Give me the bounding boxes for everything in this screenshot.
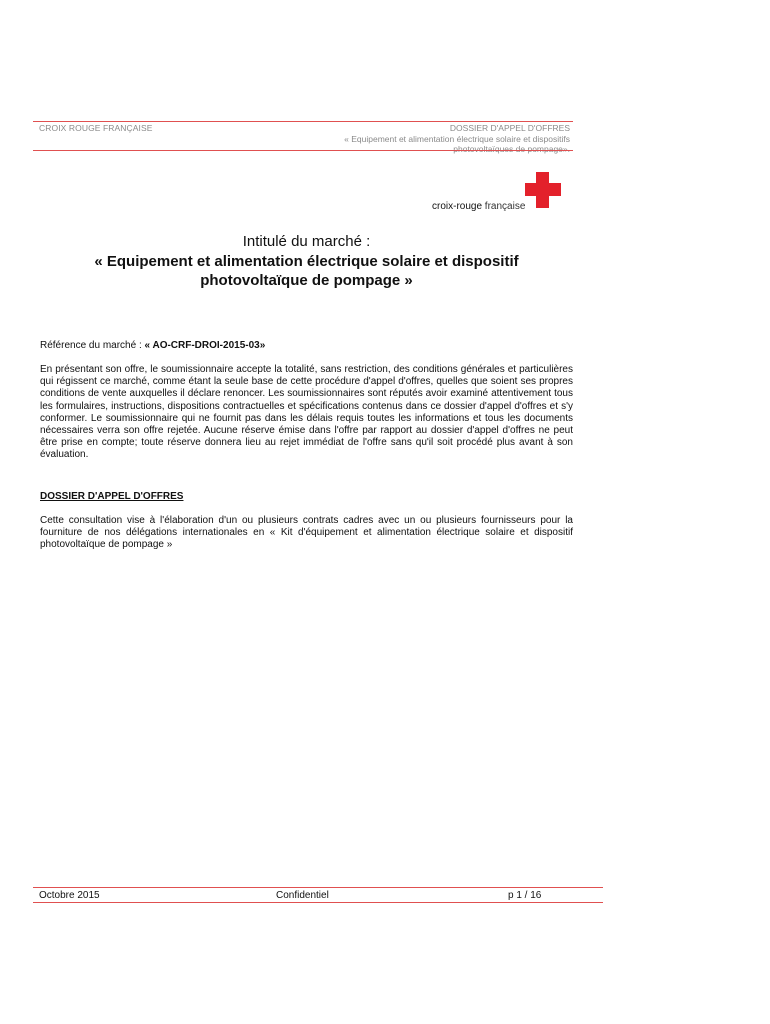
logo-wordmark-light: française	[482, 201, 526, 212]
header-org-name: CROIX ROUGE FRANÇAISE	[39, 123, 153, 133]
footer-page-number: p 1 / 16	[508, 890, 542, 901]
market-title-intro: Intitulé du marché :	[242, 233, 371, 250]
market-reference-value: « AO-CRF-DROI-2015-03»	[144, 340, 266, 351]
header-rule-top	[33, 121, 573, 122]
consultation-paragraph: Cette consultation vise à l'élaboration d'un ou plusieurs contrats cadres avec un ou plusieurs fournisseurs pour la fourniture de nos délégations internationales en « Kit d'équipement et alimentation électrique solaire et dispositif photovoltaïque de pompage »	[40, 515, 573, 551]
logo-wordmark-bold: croix-rouge	[432, 201, 483, 212]
logo-wordmark	[432, 201, 525, 212]
market-reference	[40, 340, 265, 351]
header-subject-line1: « Equipement et alimentation électrique solaire et dispositifs	[344, 133, 570, 144]
header-rule-bottom	[33, 150, 573, 151]
conditions-paragraph: En présentant son offre, le soumissionnaire accepte la totalité, sans restriction, des conditions générales et particulières qui régissent ce marché, comme étant la seule base de cette procédure d'appel d'offres, quelles que soient ses propres conditions de vente auxquelles il déclare renoncer. Les soumissionnaires sont réputés avoir examiné attentivement tous les formulaires, instructions, dispositions contractuelles et spécifications contenus dans ce dossier d'appel d'offres et s'y conformer. Le soumissionnaire qui ne fournit pas dans les délais requis toutes les informations et tous les documents nécessaires verra son offre rejetée. Aucune réserve émise dans l'offre par rapport au dossier d'appel d'offres ne peut être prise en compte; toute réserve donnera lieu au rejet immédiat de l'offre sans qu'il soit procédé plus avant à son évaluation.	[40, 364, 573, 461]
header-subject-line2: photovoltaïques de pompage».	[453, 144, 570, 154]
red-cross-logo-icon	[525, 172, 561, 208]
market-title-line1: « Equipement et alimentation électrique solaire et dispositif	[94, 253, 519, 270]
footer-rule-top	[33, 887, 603, 888]
footer-rule-bottom	[33, 902, 603, 903]
footer-confidentiality: Confidentiel	[276, 890, 329, 901]
market-reference-label: Référence du marché :	[40, 340, 145, 351]
footer-date: Octobre 2015	[39, 890, 100, 901]
market-title-line2: photovoltaïque de pompage »	[200, 272, 413, 289]
red-cross-horizontal-bar	[525, 183, 561, 196]
header-doc-type: DOSSIER D'APPEL D'OFFRES	[449, 123, 570, 133]
section-title: DOSSIER D'APPEL D'OFFRES	[40, 491, 184, 502]
market-title-block	[40, 233, 573, 290]
